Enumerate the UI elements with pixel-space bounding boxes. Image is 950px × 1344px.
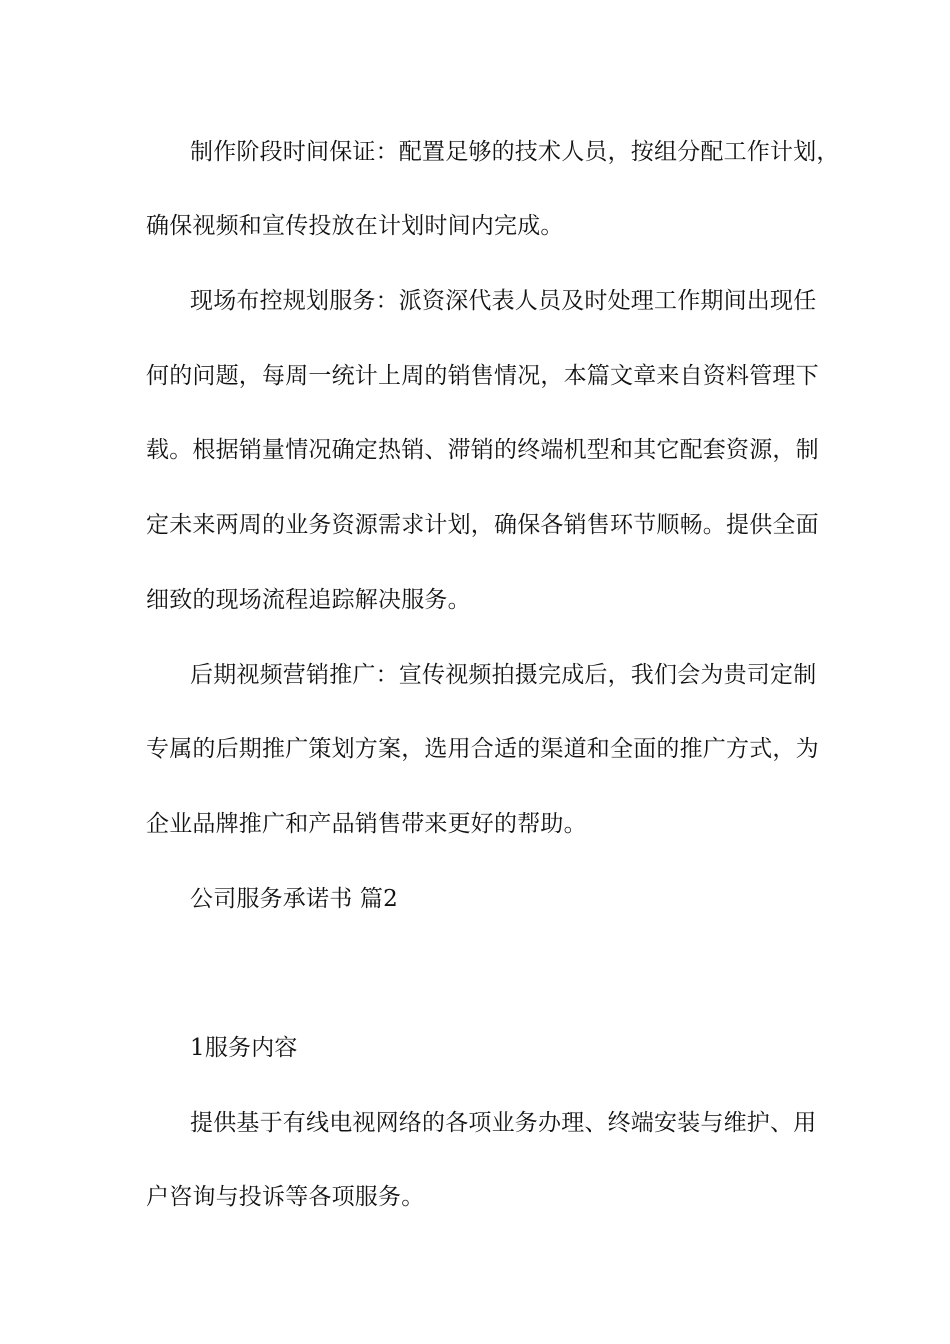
paragraph-onsite-service-line-2: 何的问题，每周一统计上周的销售情况，本篇文章来自资料管理下: [146, 363, 819, 389]
paragraph-onsite-service-line-4: 定未来两周的业务资源需求计划，确保各销售环节顺畅。提供全面: [146, 512, 819, 538]
paragraph-video-marketing-line-2: 专属的后期推广策划方案，选用合适的渠道和全面的推广方式，为: [146, 736, 819, 762]
paragraph-service-content-line-2: 户咨询与投诉等各项服务。: [146, 1184, 425, 1210]
section-heading: 公司服务承诺书 篇2: [190, 886, 398, 912]
paragraph-production-time-line-2: 确保视频和宣传投放在计划时间内完成。: [146, 213, 564, 239]
paragraph-production-time-line-1: 制作阶段时间保证：配置足够的技术人员，按组分配工作计划，: [190, 139, 840, 165]
paragraph-onsite-service-line-1: 现场布控规划服务：派资深代表人员及时处理工作期间出现任: [190, 288, 817, 314]
paragraph-onsite-service-line-3: 载。根据销量情况确定热销、滞销的终端机型和其它配套资源，制: [146, 437, 819, 463]
subsection-title: 1服务内容: [190, 1035, 298, 1061]
paragraph-onsite-service-line-5: 细致的现场流程追踪解决服务。: [146, 587, 471, 613]
paragraph-video-marketing-line-3: 企业品牌推广和产品销售带来更好的帮助。: [146, 811, 587, 837]
paragraph-service-content-line-1: 提供基于有线电视网络的各项业务办理、终端安装与维护、用: [190, 1110, 817, 1136]
paragraph-video-marketing-line-1: 后期视频营销推广：宣传视频拍摄完成后，我们会为贵司定制: [190, 662, 817, 688]
